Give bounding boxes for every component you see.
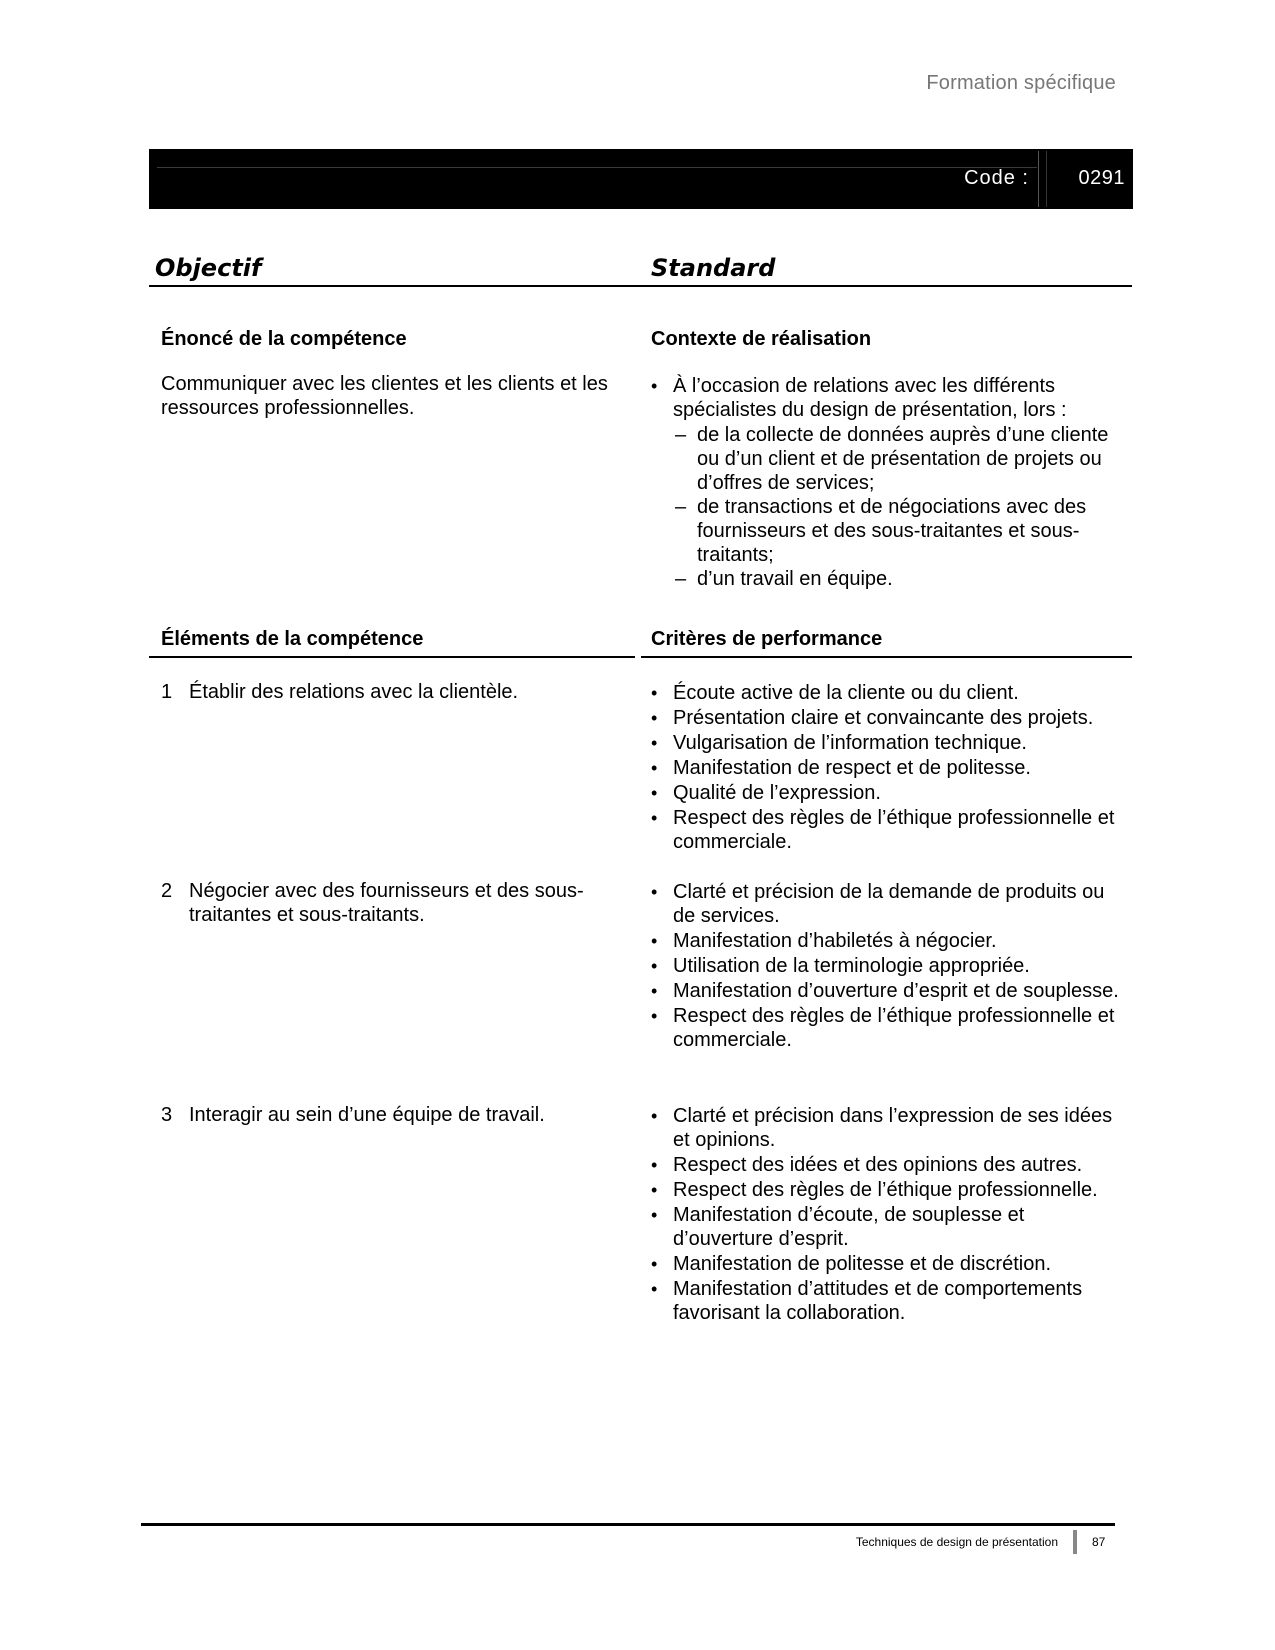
list-item [651,1178,1121,1202]
footer-title: Techniques de design de présentation [855,1535,1058,1549]
bullet-icon: • [651,1155,658,1175]
standard-title: Standard [651,254,776,282]
footer-rule [141,1523,1115,1526]
list-item [673,495,1121,567]
criteres-rule [641,656,1132,658]
criterion-text: Manifestation d’écoute, de souplesse et d’ouverture d’esprit. [673,1204,1025,1250]
element-number: 1 [161,681,173,703]
criteria-block-2 [651,880,1121,1053]
criterion-text: Clarté et précision de la demande de produits ou de services. [673,881,1105,927]
page-number: 87 [1092,1535,1106,1549]
element-text: Négocier avec des fournisseurs et des sous-traitantes et sous-traitants. [189,880,584,926]
list-item [651,781,1121,805]
criterion-text: Manifestation de respect et de politesse. [673,757,1031,779]
contexte-subitem: d’un travail en équipe. [697,568,893,590]
element-item-1 [161,680,631,704]
criterion-text: Manifestation de politesse et de discrétion. [673,1253,1051,1275]
objectif-title: Objectif [155,254,262,282]
enonce-heading: Énoncé de la compétence [161,328,407,350]
criteria-list [651,880,1121,1052]
bullet-icon: • [651,708,658,728]
criterion-text: Clarté et précision dans l’expression de ses idées et opinions. [673,1105,1113,1151]
bullet-icon: • [651,808,658,828]
list-item [651,706,1121,730]
criterion-text: Respect des règles de l’éthique professionnelle et commerciale. [673,1005,1115,1051]
code-label: Code : [964,167,1029,189]
element-text: Interagir au sein d’une équipe de travail. [189,1104,545,1126]
criterion-text: Écoute active de la cliente ou du client. [673,682,1019,704]
element-item-3 [161,1103,631,1127]
code-value: 0291 [1078,167,1125,189]
bullet-icon: • [651,683,658,703]
element-text: Établir des relations avec la clientèle. [189,681,519,703]
elements-heading: Éléments de la compétence [161,628,424,650]
list-item [651,756,1121,780]
list-item [651,1153,1121,1177]
list-item [651,681,1121,705]
contexte-heading: Contexte de réalisation [651,328,872,350]
list-item [651,731,1121,755]
dash-icon: – [675,568,687,590]
criterion-text: Qualité de l’expression. [673,782,881,804]
bullet-icon: • [651,956,658,976]
criterion-text: Respect des règles de l’éthique professionnelle et commerciale. [673,807,1115,853]
code-separator [1038,151,1039,207]
criterion-text: Manifestation d’attitudes et de comportements favorisant la collaboration. [673,1278,1083,1324]
contexte-list [651,374,1121,422]
element-number: 3 [161,1104,173,1126]
criteria-list [651,1104,1121,1325]
criterion-text: Manifestation d’ouverture d’esprit et de souplesse. [673,980,1119,1002]
criterion-text: Manifestation d’habiletés à négocier. [673,930,997,952]
criteria-list [651,681,1121,854]
column-title-rule [149,285,1132,287]
bullet-icon: • [651,1205,658,1225]
code-bar-inner-line [157,167,1037,168]
element-number: 2 [161,880,173,902]
bullet-icon: • [651,981,658,1001]
enonce-text: Communiquer avec les clientes et les clients et les ressources professionnelles. [161,373,608,419]
contexte-sublist [651,423,1121,591]
bullet-icon: • [651,758,658,778]
criteria-block-3 [651,1104,1121,1326]
footer-separator [1073,1530,1077,1554]
bullet-icon: • [651,1106,658,1126]
contexte-subitem: de transactions et de négociations avec des fournisseurs et des sous-traitantes et sous-traitants; [697,496,1087,566]
contexte-block [651,374,1121,591]
list-item [651,880,1121,928]
bullet-icon: • [651,733,658,753]
criterion-text: Respect des idées et des opinions des autres. [673,1154,1083,1176]
bullet-icon: • [651,1006,658,1026]
list-item [651,1203,1121,1251]
criterion-text: Utilisation de la terminologie appropriée. [673,955,1030,977]
bullet-icon: • [651,1254,658,1274]
criterion-text: Présentation claire et convaincante des projets. [673,707,1094,729]
running-header: Formation spécifique [926,72,1116,94]
list-item [651,979,1121,1003]
dash-icon: – [675,424,687,446]
bullet-icon: • [651,882,658,902]
contexte-bullet-text: À l’occasion de relations avec les différents spécialistes du design de présentation, lors : [673,375,1067,421]
list-item [651,1104,1121,1152]
list-item [651,954,1121,978]
list-item [651,929,1121,953]
list-item [651,806,1121,854]
elements-rule [149,656,635,658]
list-item [651,374,1121,422]
list-item [651,1252,1121,1276]
bullet-icon: • [651,783,658,803]
list-item [651,1004,1121,1052]
criterion-text: Respect des règles de l’éthique professionnelle. [673,1179,1098,1201]
bullet-icon: • [651,1180,658,1200]
list-item [651,1277,1121,1325]
criterion-text: Vulgarisation de l’information technique. [673,732,1027,754]
list-item [673,423,1121,495]
code-separator-inner [1046,151,1047,207]
bullet-icon: • [651,1279,658,1299]
bullet-icon: • [651,931,658,951]
criteres-heading: Critères de performance [651,628,883,650]
list-item [673,567,1121,591]
element-item-2 [161,879,631,927]
code-bar [149,149,1133,209]
dash-icon: – [675,496,687,518]
bullet-icon: • [651,376,658,396]
contexte-subitem: de la collecte de données auprès d’une cliente ou d’un client et de présentation de projets ou d’offres de services; [697,424,1109,494]
criteria-block-1 [651,681,1121,855]
